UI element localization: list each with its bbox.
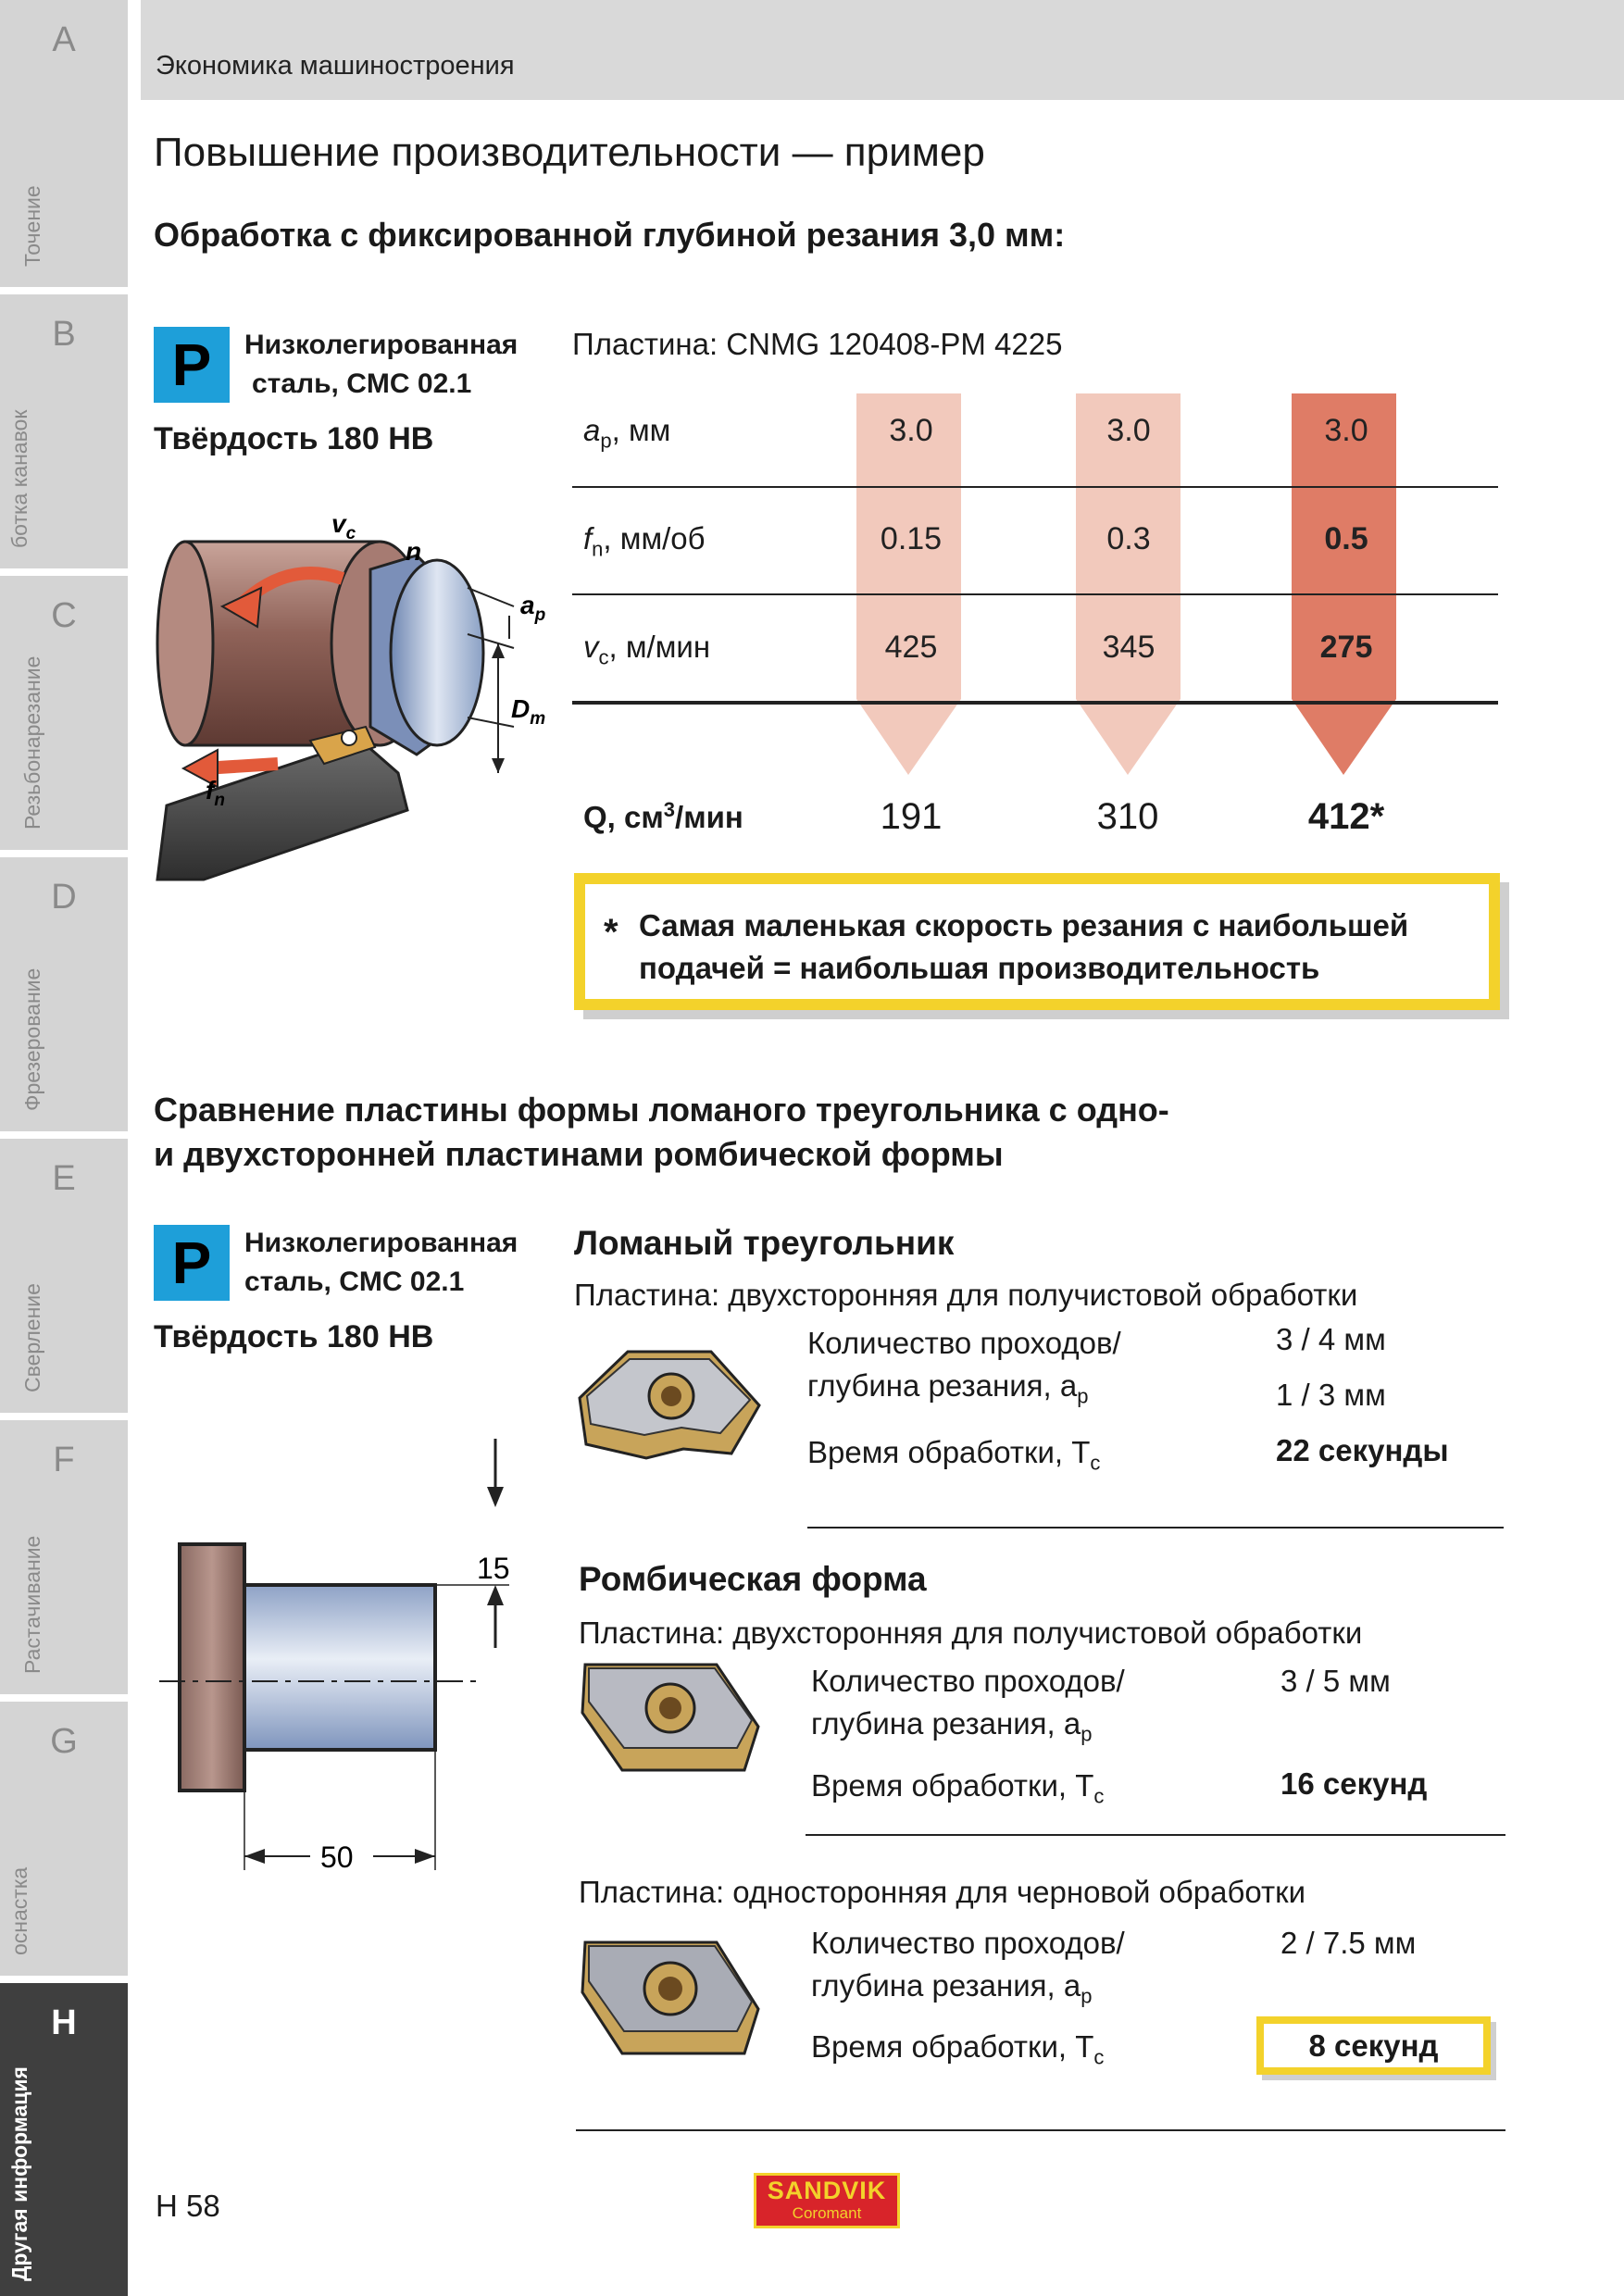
single-passes-label: Количество проходов/	[811, 1926, 1125, 1960]
insert-designation: Пластина: CNMG 120408-PM 4225	[572, 327, 1063, 361]
sidebar-tab-letter: F	[53, 1441, 75, 1479]
block-divider	[806, 1834, 1505, 1836]
trigon-insert-icon	[572, 1342, 765, 1467]
single-insert-icon	[578, 1935, 763, 2065]
fn-value-3: 0.5	[1324, 521, 1368, 556]
rhombic-time-value: 16 секунд	[1280, 1766, 1428, 1801]
material-p-icon: P	[154, 1225, 230, 1301]
sidebar-tab-letter: G	[50, 1722, 78, 1761]
sidebar-tab-label: Растачивание	[20, 1535, 44, 1674]
table-divider	[572, 486, 1498, 488]
single-time-value: 8 секунд	[1256, 2016, 1491, 2075]
trigon-passes-value-1: 3 / 4 мм	[1276, 1322, 1386, 1356]
trigon-insert-desc: Пластина: двухсторонняя для получистовой обработки	[574, 1278, 1358, 1312]
sidebar-tab-h[interactable]	[0, 1983, 128, 2296]
sidebar-tab-letter: B	[52, 315, 76, 354]
vc-value-3: 275	[1319, 630, 1373, 665]
note-star: *	[604, 912, 618, 953]
sidebar-tab-b[interactable]	[0, 294, 128, 568]
sidebar-tab-letter: A	[52, 20, 76, 59]
single-passes-value: 2 / 7.5 мм	[1280, 1926, 1417, 1960]
fn-value-2: 0.3	[1106, 521, 1151, 556]
table-divider	[572, 593, 1498, 595]
q-label: Q, $см^3$/мин	[583, 798, 743, 834]
sidebar-tab-letter: E	[52, 1159, 76, 1198]
trigon-passes-label: Количество проходов/	[807, 1326, 1121, 1360]
header-text: Экономика машиностроения	[156, 51, 515, 81]
dim-length: 50	[320, 1841, 354, 1874]
row-fn-label: $f_n$, мм/об	[583, 521, 706, 561]
trigon-heading: Ломаный треугольник	[574, 1224, 955, 1262]
arrow-column-1	[856, 393, 961, 775]
n-label: n	[406, 537, 422, 566]
sidebar-tab-label: Резьбонарезание	[20, 655, 44, 830]
arrow-column-2	[1076, 393, 1181, 775]
single-depth-label: глубина резания, $a_p$	[811, 1968, 1093, 2008]
rhombic-insert-desc: Пластина: двухсторонняя для получистовой обработки	[579, 1616, 1363, 1650]
ap-value-3: 3.0	[1324, 413, 1368, 448]
fn-value-1: 0.15	[880, 521, 943, 556]
arrow-column-3	[1292, 393, 1396, 775]
single-time-label: Время обработки, $T_c$	[811, 2029, 1105, 2069]
part-drawing	[148, 1435, 537, 1889]
material-p-icon: P	[154, 327, 230, 403]
rhombic-heading: Ромбическая форма	[579, 1560, 927, 1598]
ap-label: $a_p$	[520, 591, 546, 625]
vc-value-2: 345	[1102, 630, 1156, 665]
sidebar-tab-label: Точение	[20, 185, 44, 267]
rhombic-passes-value: 3 / 5 мм	[1280, 1664, 1391, 1698]
page-title: Повышение производительности — пример	[154, 130, 985, 175]
sidebar-tab-g[interactable]	[0, 1702, 128, 1976]
page-number: H 58	[156, 2189, 220, 2223]
material-name: Низколегированная сталь, CMC 02.1	[244, 1228, 518, 1297]
dim-height: 15	[477, 1552, 510, 1585]
material-hardness: Твёрдость 180 HB	[154, 1319, 434, 1354]
sidebar-tab-label: Фрезерование	[20, 967, 44, 1111]
sidebar-tab-e[interactable]	[0, 1139, 128, 1413]
note-text: Самая маленькая скорость резания с наибольшей подачей = наибольшая производительность	[639, 908, 1409, 985]
sandvik-logo: SANDVIK Coromant	[754, 2173, 900, 2228]
trigon-passes-value-2: 1 / 3 мм	[1276, 1378, 1386, 1412]
vc-value-1: 425	[884, 630, 938, 665]
section2-title: Сравнение пластины формы ломаного треугольника с одно- и двухсторонней пластинами ромбической формы	[154, 1091, 1169, 1173]
sidebar-tab-a[interactable]	[0, 0, 128, 287]
note-box	[574, 873, 1500, 1010]
trigon-time-value: 22 секунды	[1276, 1433, 1449, 1467]
sidebar-tab-letter: D	[51, 878, 77, 917]
rhombic-insert-icon	[578, 1657, 763, 1782]
dm-label: $D_m$	[511, 694, 546, 729]
sidebar-tab-label: оснастка	[7, 1866, 31, 1955]
header-band	[141, 0, 1624, 100]
sidebar-tab-c[interactable]	[0, 576, 128, 850]
table-divider-bold	[572, 701, 1498, 705]
rhombic-passes-label: Количество проходов/	[811, 1664, 1125, 1698]
rhombic-depth-label: глубина резания, $a_p$	[811, 1706, 1093, 1746]
trigon-depth-label: глубина резания, $a_p$	[807, 1368, 1089, 1408]
sidebar-tab-d[interactable]	[0, 857, 128, 1131]
rhombic-time-label: Время обработки, $T_c$	[811, 1768, 1105, 1808]
sidebar-tab-letter: H	[51, 2003, 77, 2042]
row-ap-label: $a_p$, мм	[583, 413, 671, 453]
block-divider	[576, 2129, 1505, 2131]
turning-illustration	[148, 505, 556, 884]
section1-title: Обработка с фиксированной глубиной резания 3,0 мм:	[154, 216, 1066, 254]
q-value-1: 191	[880, 796, 943, 837]
sidebar-tab-f[interactable]	[0, 1420, 128, 1694]
q-value-3: 412*	[1307, 796, 1385, 837]
row-vc-label: $v_c$, м/мин	[583, 630, 711, 669]
fn-label: $f_n$	[206, 776, 225, 810]
ap-value-2: 3.0	[1106, 413, 1151, 448]
sidebar-tab-letter: C	[51, 596, 77, 635]
single-insert-desc: Пластина: односторонняя для черновой обработки	[579, 1875, 1306, 1909]
material-hardness: Твёрдость 180 HB	[154, 421, 434, 456]
parameter-arrows	[852, 393, 1407, 778]
block-divider	[807, 1527, 1504, 1529]
q-value-2: 310	[1096, 796, 1159, 837]
sidebar-tab-label: Сверление	[20, 1283, 44, 1392]
sidebar-tab-label: ботка канавок	[7, 409, 31, 548]
trigon-time-label: Время обработки, $T_c$	[807, 1435, 1101, 1475]
vc-label: $v_c$	[331, 509, 356, 543]
sidebar-tab-label: Другая информация	[7, 2066, 31, 2281]
ap-value-1: 3.0	[889, 413, 933, 448]
material-name: Низколегированная сталь, CMC 02.1	[244, 330, 518, 399]
sidebar	[0, 0, 128, 2296]
